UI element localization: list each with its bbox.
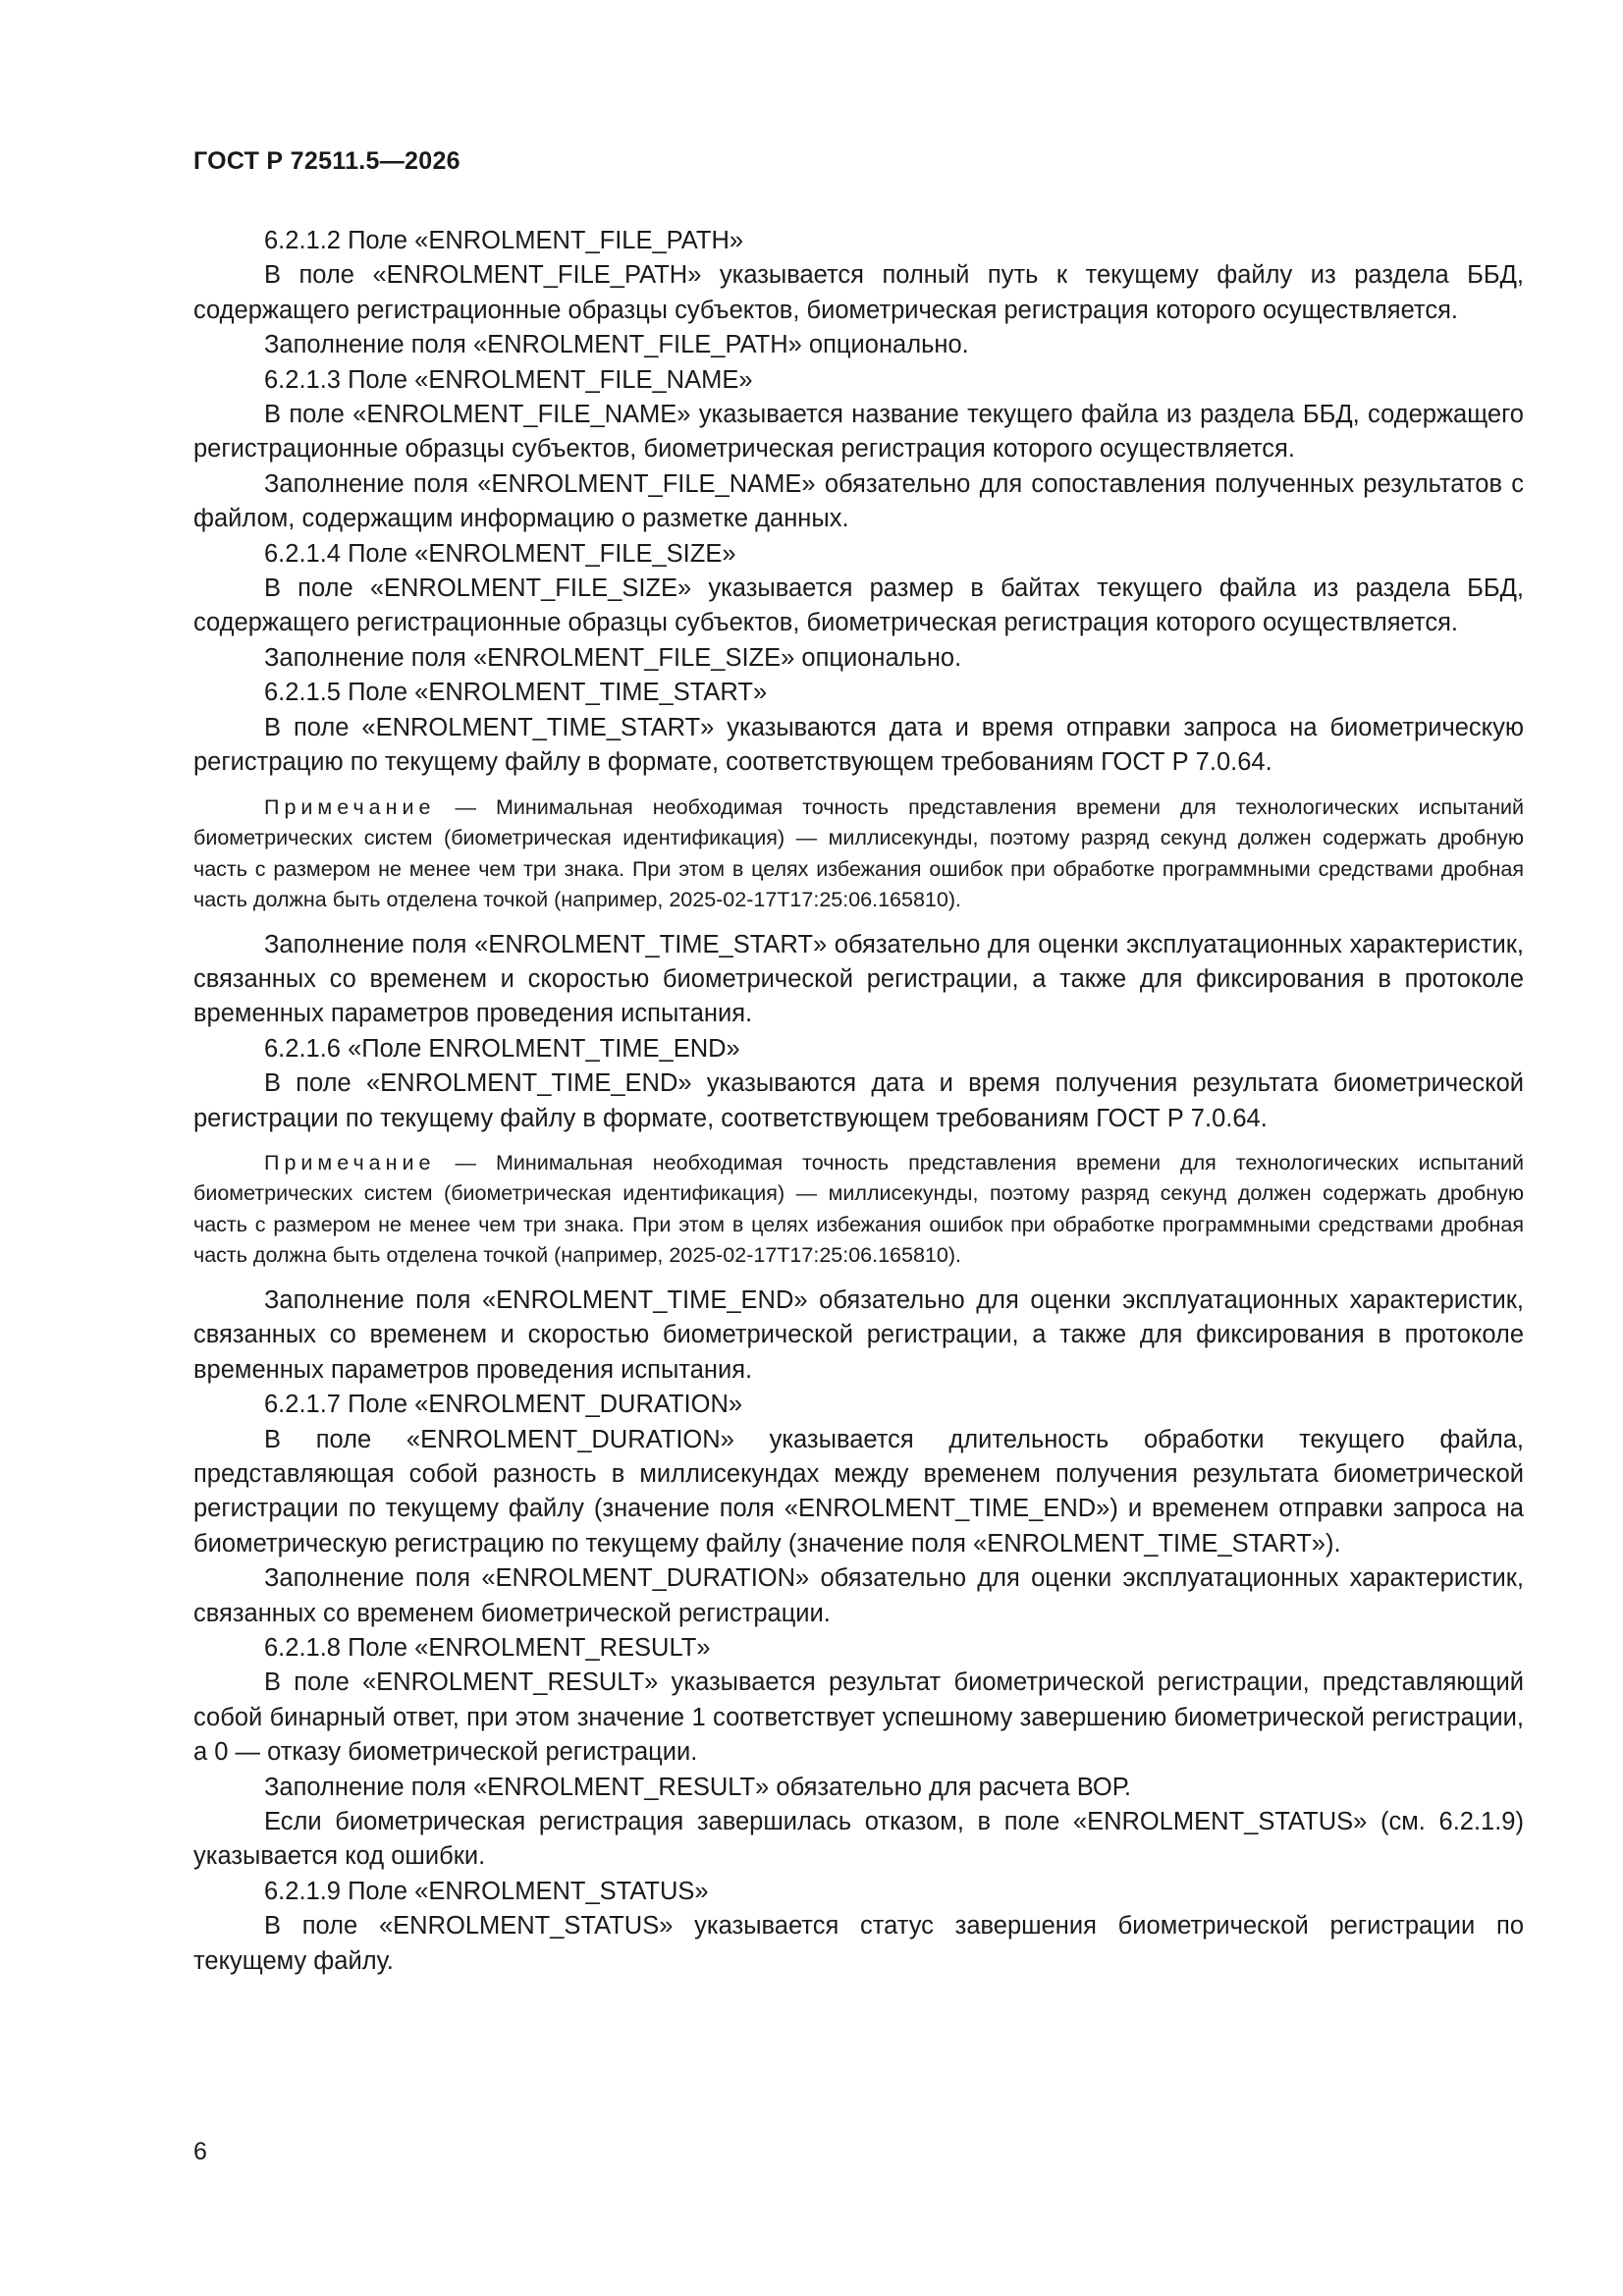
section-heading: 6.2.1.3 Поле «ENROLMENT_FILE_NAME» (264, 365, 753, 394)
note (193, 1148, 1524, 1272)
paragraph: Заполнение поля «ENROLMENT_FILE_SIZE» опционально. (264, 643, 962, 672)
paragraph: Заполнение поля «ENROLMENT_FILE_PATH» опционально. (264, 331, 969, 359)
paragraph: Заполнение поля «ENROLMENT_FILE_NAME» обязательно для сопоставления полученных результатов с файлом, содержащим информацию о разметке данных. (193, 469, 1524, 533)
paragraph: Если биометрическая регистрация завершилась отказом, в поле «ENROLMENT_STATUS» (см. 6.2.1.9) указывается код ошибки. (193, 1808, 1524, 1871)
paragraph: В поле «ENROLMENT_TIME_END» указываются дата и время получения результата биометрической регистрации по текущему файлу в формате, соответствующем требованиям ГОСТ Р 7.0.64. (193, 1069, 1524, 1132)
paragraph: В поле «ENROLMENT_STATUS» указывается статус завершения биометрической регистрации по текущему файлу. (193, 1912, 1524, 1975)
section-heading: 6.2.1.6 «Поле ENROLMENT_TIME_END» (264, 1034, 740, 1063)
section-heading: 6.2.1.4 Поле «ENROLMENT_FILE_SIZE» (264, 539, 736, 568)
paragraph: В поле «ENROLMENT_DURATION» указывается длительность обработки текущего файла, представляющая собой разность в миллисекундах между временем получения результата биометрической регистрации по текущему файлу (значение поля «ENROLMENT_TIME_END») и временем отправки запроса на биометрическую регистрацию по текущему файлу (значение поля «ENROLMENT_TIME_START»). (193, 1425, 1524, 1558)
paragraph: В поле «ENROLMENT_FILE_NAME» указывается название текущего файла из раздела ББД, содержащего регистрационные образцы субъектов, биометрическая регистрация которого осуществляется. (193, 401, 1524, 464)
paragraph: Заполнение поля «ENROLMENT_DURATION» обязательно для оценки эксплуатационных характеристик, связанных со временем биометрической регистрации. (193, 1564, 1524, 1627)
paragraph: Заполнение поля «ENROLMENT_TIME_END» обязательно для оценки эксплуатационных характеристик, связанных со временем и скоростью биометрической регистрации, а также для фиксирования в протоколе временных параметров проведения испытания. (193, 1285, 1524, 1384)
note-text: — Минимальная необходимая точность представления времени для технологических испытаний биометрических систем (биометрическая идентификация) — миллисекунды, поэтому разряд секунд должен содержать дробную часть с размером не менее чем три знака. При этом в целях избежания ошибок при обработке программными средствами дробная часть должна быть отделена точкой (например, 2025-02-17T17:25:06.165810). (193, 794, 1524, 911)
paragraph: Заполнение поля «ENROLMENT_RESULT» обязательно для расчета ВОР. (264, 1773, 1132, 1801)
paragraph: В поле «ENROLMENT_FILE_SIZE» указывается размер в байтах текущего файла из раздела ББД, содержащего регистрационные образцы субъектов, биометрическая регистрация которого осуществляется. (193, 574, 1524, 637)
note-label: Примечание (264, 1150, 436, 1175)
note-label: Примечание (264, 794, 436, 819)
note-text: — Минимальная необходимая точность представления времени для технологических испытаний биометрических систем (биометрическая идентификация) — миллисекунды, поэтому разряд секунд должен содержать дробную часть с размером не менее чем три знака. При этом в целях избежания ошибок при обработке программными средствами дробная часть должна быть отделена точкой (например, 2025-02-17T17:25:06.165810). (193, 1150, 1524, 1268)
section-heading: 6.2.1.7 Поле «ENROLMENT_DURATION» (264, 1391, 743, 1419)
document-header: ГОСТ Р 72511.5—2026 (193, 147, 460, 175)
paragraph: В поле «ENROLMENT_RESULT» указывается результат биометрической регистрации, представляющий собой бинарный ответ, при этом значение 1 соответствует успешному завершению биометрической регистрации, а 0 — отказу биометрической регистрации. (193, 1668, 1524, 1767)
page-number: 6 (193, 2138, 207, 2165)
paragraph: В поле «ENROLMENT_TIME_START» указываются дата и время отправки запроса на биометрическую регистрацию по текущему файлу в формате, соответствующем требованиям ГОСТ Р 7.0.64. (193, 713, 1524, 777)
note (193, 793, 1524, 916)
document-body (193, 224, 1524, 1979)
paragraph: Заполнение поля «ENROLMENT_TIME_START» обязательно для оценки эксплуатационных характеристик, связанных со временем и скоростью биометрической регистрации, а также для фиксирования в протоколе временных параметров проведения испытания. (193, 930, 1524, 1028)
section-heading: 6.2.1.2 Поле «ENROLMENT_FILE_PATH» (264, 227, 744, 254)
section-heading: 6.2.1.9 Поле «ENROLMENT_STATUS» (264, 1877, 709, 1905)
section-heading: 6.2.1.5 Поле «ENROLMENT_TIME_START» (264, 679, 768, 707)
paragraph: В поле «ENROLMENT_FILE_PATH» указывается полный путь к текущему файлу из раздела ББД, содержащего регистрационные образцы субъектов, биометрическая регистрация которого осуществляется. (193, 261, 1524, 324)
section-heading: 6.2.1.8 Поле «ENROLMENT_RESULT» (264, 1634, 711, 1662)
